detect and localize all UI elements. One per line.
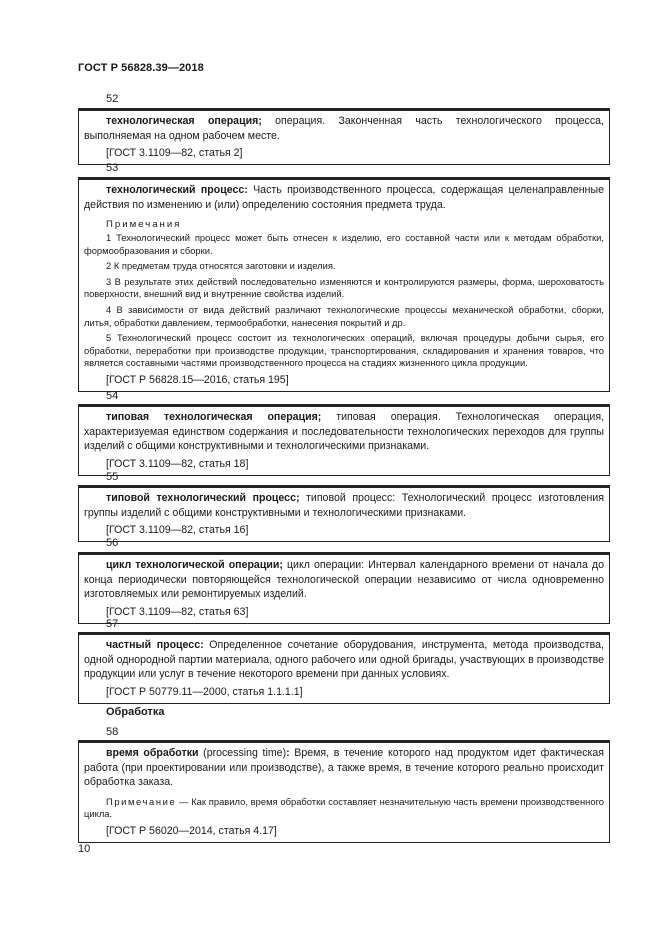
note: 2 К предметам труда относятся заготовки и изделия.	[106, 260, 336, 272]
definition-text: Часть производственного процесса, содержащая целенаправленные действия по изменению и (или) определению состояния предмета труда.	[84, 184, 604, 211]
document-header: ГОСТ Р 56828.39—2018	[78, 62, 204, 74]
entry-number: 52	[106, 93, 119, 105]
term-box-58	[78, 740, 610, 843]
note: 1 Технологический процесс может быть отнесен к изделию, его составной части или к методам обработки, формообразования и сборки.	[84, 232, 604, 256]
note: 4 В зависимости от вида действий различают технологические процессы механической обработки, сборки, литья, обработки давлением, термообработки, нанесения покрытий и др.	[84, 303, 604, 328]
term: технологический процесс:	[106, 184, 248, 196]
definition	[84, 491, 604, 520]
note-text: — Как правило, время обработки составляет незначительную часть времени производственного цикла.	[84, 795, 604, 820]
term: технологическая операция;	[106, 115, 262, 127]
term-box-54	[78, 404, 610, 476]
definition	[84, 410, 604, 454]
term-box-52	[78, 108, 610, 165]
definition-text: Определенное сочетание оборудования, инструмента, метода производства, одной однородной партии материала, одного рабочего или одной бригады, участвующих в производстве продукции или услуг в течение некоторого времени при данных условиях.	[84, 639, 604, 680]
section-title: Обработка	[106, 706, 165, 718]
definition-text: операция. Законченная часть технологического процесса, выполняемая на одном рабочем месте.	[84, 115, 604, 142]
term: типовой технологический процесс;	[106, 492, 300, 504]
source-reference: [ГОСТ 3.1109—82, статья 16]	[106, 524, 249, 536]
entry-number: 55	[106, 471, 119, 483]
term: время обработки	[106, 747, 199, 759]
source-reference: [ГОСТ 3.1109—82, статья 2]	[106, 147, 243, 159]
entry-number: 56	[106, 537, 119, 549]
term: типовая технологическая операция;	[106, 411, 322, 423]
entry-number: 57	[106, 618, 119, 630]
definition-text: Время, в течение которого над продуктом идет фактическая работа (при проектировании или производстве), а также время, в течение которого реально происходит обработка заказа.	[84, 747, 605, 788]
term: цикл технологической операции;	[106, 559, 283, 571]
term-english: (processing time)	[198, 747, 287, 759]
definition-text: типовой процесс: Технологический процесс изготовления группы изделий с общими конструктивными и технологическими признаками.	[84, 492, 604, 519]
definition	[84, 114, 604, 143]
source-reference: [ГОСТ 3.1109—82, статья 18]	[106, 457, 249, 470]
entry-number: 58	[106, 726, 119, 738]
term-box-56	[78, 552, 610, 624]
term-box-55	[78, 485, 610, 542]
note: 3 В результате этих действий последовательно изменяются и контролируются размеры, форма, шероховатость поверхности, внешний вид и внутренние свойства изделий.	[84, 275, 604, 300]
page-number: 10	[78, 843, 91, 855]
definition	[84, 183, 604, 212]
source-reference: [ГОСТ Р 50779.11—2000, статья 1.1.1.1]	[106, 685, 303, 698]
term: частный процесс:	[106, 639, 204, 651]
definition-text: типовая операция. Технологическая операция, характеризуемая единством содержания и последовательности технологических переходов для группы изделий с общими конструктивными и технологическими признаками.	[84, 411, 605, 452]
definition-text: цикл операции: Интервал календарного времени от начала до конца периодически повторяющейся технологической операции независимо от числа одновременно изготовляемых или ремонтируемых изделий.	[84, 559, 604, 600]
definition	[84, 558, 604, 602]
entry-number: 53	[106, 162, 119, 174]
entry-number: 54	[106, 390, 119, 402]
definition	[84, 638, 604, 682]
source-reference: [ГОСТ Р 56828.15—2016, статья 195]	[106, 373, 289, 386]
definition	[84, 746, 604, 790]
note: 5 Технологический процесс состоит из технологических операций, включая процедуры добычи сырья, его обработки, переработки при производстве продукции, транспортирования, складирования и хранения товаров, что является составными частями производственного процесса на стадиях жизненного цикла продукции.	[84, 332, 604, 369]
term-box-57	[78, 632, 610, 704]
source-reference: [ГОСТ 3.1109—82, статья 63]	[106, 605, 249, 618]
notes-title: Примечания	[106, 219, 182, 230]
term-colon: :	[286, 747, 290, 759]
note	[84, 796, 604, 821]
term-box-53	[78, 177, 610, 392]
source-reference: [ГОСТ Р 56020—2014, статья 4.17]	[106, 824, 277, 837]
note-label: Примечание	[106, 795, 177, 807]
